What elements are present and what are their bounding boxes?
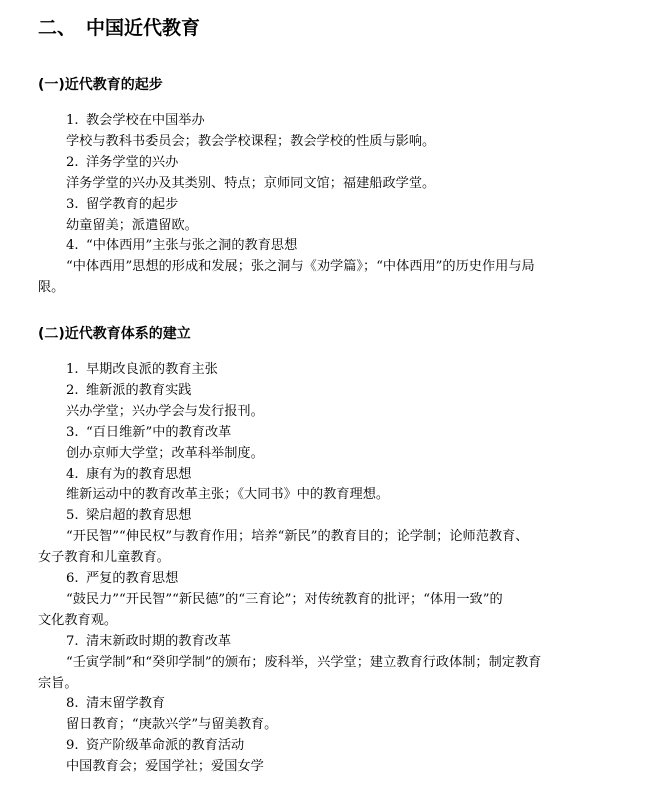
item-heading	[38, 735, 608, 756]
item-heading	[38, 380, 608, 401]
item-number: 8.	[66, 696, 79, 712]
item-description: “中体西用”思想的形成和发展；张之洞与《劝学篇》；“中体西用”的历史作用与局	[66, 259, 535, 275]
item-number: 1.	[66, 113, 79, 128]
item-heading	[38, 422, 608, 443]
item-heading-text: 康有为的教育思想	[86, 466, 192, 482]
section-title: (二)近代教育体系的建立	[38, 326, 191, 342]
item-heading-text: 资产阶级革命派的教育活动	[86, 738, 245, 754]
item-heading-text: 清末留学教育	[86, 696, 166, 712]
item-description-continuation: 限。	[38, 280, 65, 296]
item-heading	[38, 631, 608, 652]
item-heading	[38, 693, 608, 714]
item-heading	[38, 505, 608, 526]
item-number: 9.	[66, 738, 79, 754]
item-heading-text: 留学教育的起步	[86, 196, 179, 212]
item-description: 学校与教科书委员会；教会学校课程；教会学校的性质与影响。	[66, 133, 436, 149]
item-number: 2.	[66, 382, 79, 398]
item-description: “开民智”“伸民权”与教育作用；培养“新民”的教育目的；论学制；论师范教育、	[66, 529, 529, 545]
item-heading-text: 维新派的教育实践	[86, 382, 192, 398]
item-description: 兴办学堂；兴办学会与发行报刊。	[66, 403, 264, 419]
chapter-title	[38, 16, 200, 40]
item-heading	[38, 464, 608, 485]
item-description: 洋务学堂的兴办及其类别、特点；京师同文馆；福建船政学堂。	[66, 175, 436, 191]
chapter-title-text: 中国近代教育	[86, 17, 201, 39]
item-heading-text: 清末新政时期的教育改革	[86, 633, 232, 649]
item-number: 7.	[66, 633, 79, 649]
item-description: 创办京师大学堂；改革科举制度。	[66, 445, 264, 461]
item-description-continuation: 文化教育观。	[38, 612, 118, 628]
item-heading-text: “中体西用”主张与张之洞的教育思想	[86, 238, 298, 254]
chapter-number: 二、	[38, 17, 77, 39]
item-description-continuation: 女子教育和儿童教育。	[38, 550, 170, 566]
item-heading-text: 早期改良派的教育主张	[86, 362, 218, 377]
item-number: 3.	[66, 196, 79, 212]
item-number: 2.	[66, 154, 79, 170]
item-number: 4.	[66, 238, 79, 254]
item-heading	[38, 110, 608, 131]
item-description: “壬寅学制”和“癸卯学制”的颁布；废科举，兴学堂；建立教育行政体制；制定教育	[66, 654, 542, 670]
item-heading	[38, 194, 608, 215]
item-description: “鼓民力”“开民智”“新民德”的“三育论”；对传统教育的批评；“体用一致”的	[66, 591, 503, 607]
item-number: 5.	[66, 508, 79, 524]
item-description: 留日教育；“庚款兴学”与留美教育。	[66, 717, 278, 733]
item-heading-text: “百日维新”中的教育改革	[86, 424, 232, 440]
item-heading	[38, 235, 608, 256]
item-heading	[38, 359, 608, 380]
item-description: 幼童留美；派遣留欧。	[66, 217, 198, 233]
item-heading	[38, 152, 608, 173]
item-number: 3.	[66, 424, 79, 440]
section-title: (一)近代教育的起步	[38, 77, 163, 93]
item-heading-text: 梁启超的教育思想	[86, 508, 192, 524]
item-number: 6.	[66, 571, 79, 586]
item-heading-text: 教会学校在中国举办	[86, 113, 205, 128]
item-description-continuation: 宗旨。	[38, 675, 78, 691]
item-description: 维新运动中的教育改革主张；《大同书》中的教育理想。	[66, 487, 390, 503]
item-heading-text: 严复的教育思想	[86, 571, 179, 586]
item-heading-text: 洋务学堂的兴办	[86, 154, 179, 170]
item-number: 4.	[66, 466, 79, 482]
item-heading	[38, 568, 608, 589]
item-number: 1.	[66, 362, 79, 377]
item-description: 中国教育会；爱国学社；爱国女学	[66, 759, 264, 775]
